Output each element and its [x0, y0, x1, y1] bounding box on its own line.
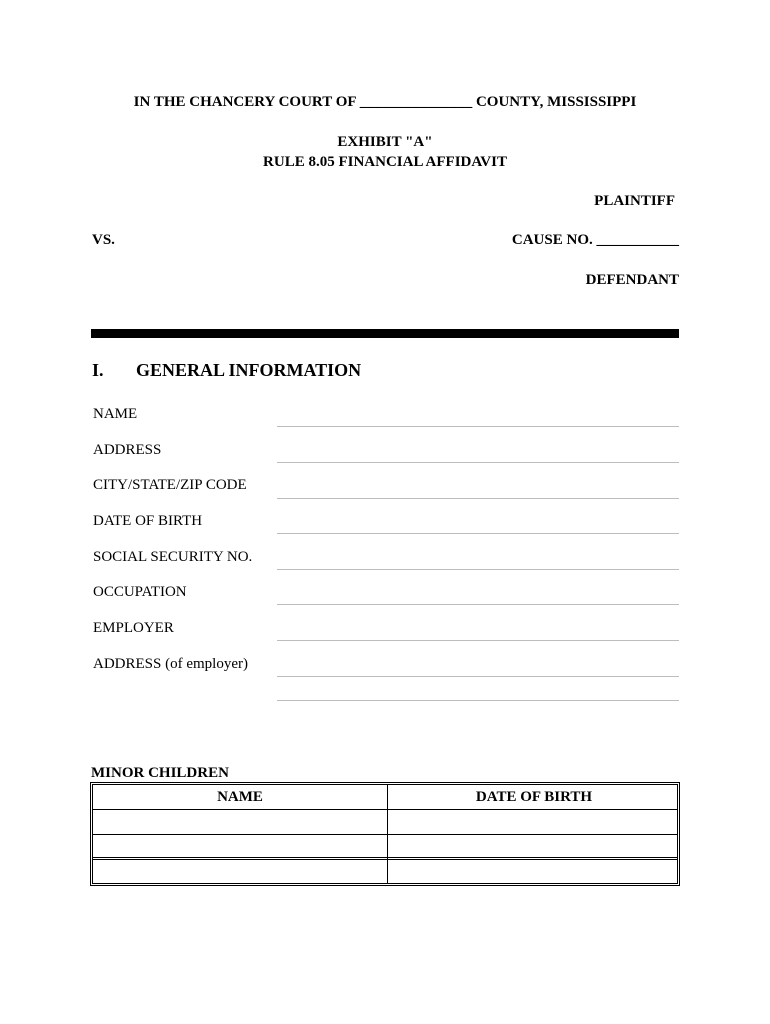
child-2-dob-cell[interactable] [388, 835, 680, 857]
date-of-birth-input-line[interactable] [277, 533, 679, 534]
document-title: RULE 8.05 FINANCIAL AFFIDAVIT [263, 154, 507, 170]
exhibit-label: EXHIBIT "A" [337, 134, 433, 150]
court-caption: IN THE CHANCERY COURT OF _______________ COUNTY, MISSISSIPPI [133, 94, 637, 110]
address-input-line[interactable] [277, 462, 679, 463]
child-2-name-cell[interactable] [93, 835, 387, 857]
city-state-zip-input-line[interactable] [277, 498, 679, 499]
minor-children-title: MINOR CHILDREN [91, 765, 229, 781]
address-label: ADDRESS [93, 442, 162, 458]
employer-address-input-line-2[interactable] [277, 700, 679, 701]
section-divider [91, 329, 679, 338]
date-of-birth-label: DATE OF BIRTH [93, 513, 203, 529]
child-1-dob-cell[interactable] [388, 810, 680, 834]
child-3-name-cell[interactable] [93, 861, 387, 883]
city-state-zip-label: CITY/STATE/ZIP CODE [93, 477, 247, 493]
employer-input-line[interactable] [277, 640, 679, 641]
minor-children-table [90, 782, 680, 886]
ssn-input-line[interactable] [277, 569, 679, 570]
employer-address-label: ADDRESS (of employer) [93, 656, 248, 672]
versus-label: VS. [92, 232, 115, 248]
child-3-dob-cell[interactable] [388, 861, 680, 883]
employer-label: EMPLOYER [93, 620, 174, 636]
section-number: I. [92, 360, 104, 380]
plaintiff-label: PLAINTIFF [594, 193, 675, 209]
section-title: GENERAL INFORMATION [136, 360, 362, 380]
column-header-date-of-birth: DATE OF BIRTH [475, 789, 593, 805]
ssn-label: SOCIAL SECURITY NO. [93, 549, 253, 565]
name-input-line[interactable] [277, 426, 679, 427]
child-1-name-cell[interactable] [93, 810, 387, 834]
employer-address-input-line[interactable] [277, 676, 679, 677]
cause-number-field[interactable]: CAUSE NO. ___________ [511, 232, 679, 248]
table-row-divider [93, 857, 677, 860]
column-header-name: NAME [217, 789, 263, 805]
defendant-label: DEFENDANT [585, 272, 679, 288]
occupation-input-line[interactable] [277, 604, 679, 605]
occupation-label: OCCUPATION [93, 584, 187, 600]
name-label: NAME [93, 406, 138, 422]
